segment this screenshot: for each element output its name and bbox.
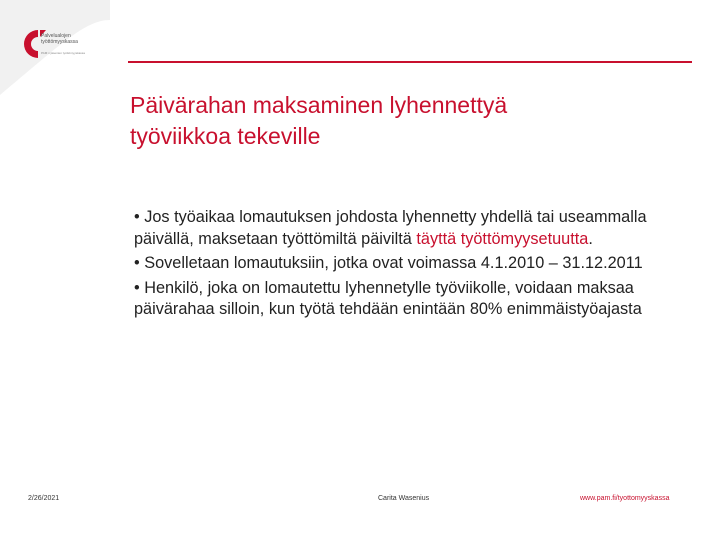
logo-name-line-1: Palvelualojen bbox=[41, 33, 71, 39]
bullet-1-end: . bbox=[588, 229, 593, 248]
footer-date: 2/26/2021 bbox=[28, 495, 60, 502]
logo-icon bbox=[22, 26, 102, 66]
footer-url[interactable]: www.pam.fi/tyottomyyskassa bbox=[580, 495, 670, 502]
bullet-1-text: • Jos työaikaa lomautuksen johdosta lyhennetty yhdellä tai useammalla päivällä, maksetaan työttömiltä päiviltä bbox=[134, 208, 647, 248]
bullet-2: • Sovelletaan lomautuksiin, jotka ovat voimassa 4.1.2010 – 31.12.2011 bbox=[134, 254, 643, 272]
slide-title bbox=[130, 90, 690, 152]
slide-title-line-2: työviikkoa tekeville bbox=[130, 123, 321, 149]
bullet-3: • Henkilö, joka on lomautettu lyhennetylle työviikolle, voidaan maksaa päivärahaa silloin, kun työtä tehdään enintään 80% enimmäistyöajasta bbox=[134, 278, 642, 318]
logo-name-line-2: työttömyyskassa bbox=[41, 39, 78, 45]
logo-subtitle: PAM:n jäsenten työttömyyskassa bbox=[41, 51, 85, 55]
bullet-1-highlight: täyttä työttömyysetuutta bbox=[416, 229, 589, 248]
bullet-1 bbox=[134, 207, 689, 250]
title-divider bbox=[128, 61, 692, 63]
footer-author: Carita Wasenius bbox=[378, 495, 430, 502]
logo-name bbox=[41, 33, 78, 45]
slide-title-line-1: Päivärahan maksaminen lyhennettyä bbox=[130, 92, 508, 118]
slide-body bbox=[134, 207, 689, 324]
